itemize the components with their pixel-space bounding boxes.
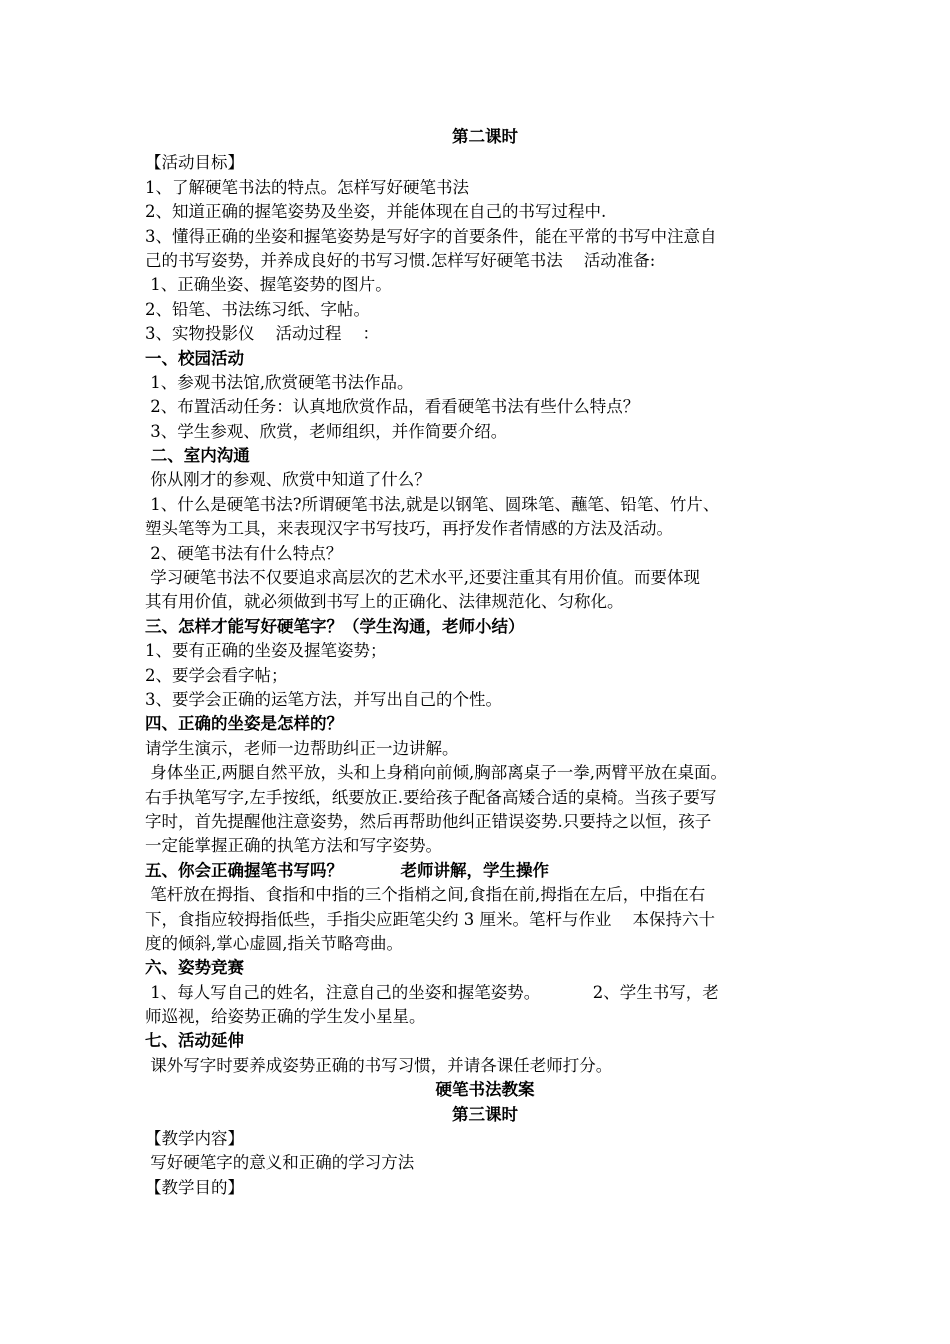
prep-1: 1、正确坐姿、握笔姿势的图片。 (145, 275, 392, 295)
item-4-2-line-2: 右手执笔写字,左手按纸，纸要放正.要给孩子配备高矮合适的桌椅。当孩子要写 (145, 787, 717, 807)
item-4-2-line-4: 一定能掌握正确的执笔方法和写字姿势。 (145, 836, 442, 856)
lesson-title-3: 第三课时 (452, 1104, 518, 1124)
item-3-1: 1、要有正确的坐姿及握笔姿势； (145, 641, 387, 661)
heading-7: 七、活动延伸 (145, 1031, 244, 1051)
goal-3-line-1: 3、懂得正确的坐姿和握笔姿势是写好字的首要条件，能在平常的书写中注意自 (145, 226, 717, 246)
item-6-1-line-2: 师巡视，给姿势正确的学生发小星星。 (145, 1007, 426, 1027)
heading-1: 一、校园活动 (145, 348, 244, 368)
item-1-3: 3、学生参观、欣赏，老师组织，并作简要介绍。 (145, 421, 508, 441)
item-3-3: 3、要学会正确的运笔方法，并写出自己的个性。 (145, 689, 502, 709)
item-2-0: 你从刚才的参观、欣赏中知道了什么？ (145, 470, 431, 490)
item-5-1-line-2: 下，食指应较拇指低些，手指尖应距笔尖约 3 厘米。笔杆与作业 本保持六十 (145, 909, 715, 929)
prep-3: 3、实物投影仪 活动过程 ： (145, 324, 379, 344)
item-1-1: 1、参观书法馆,欣赏硬笔书法作品。 (145, 372, 414, 392)
item-2-3-line-2: 其有用价值，就必须做到书写上的正确化、法律规范化、匀称化。 (145, 592, 624, 612)
item-5-1-line-3: 度的倾斜,掌心虚圆,指关节略弯曲。 (145, 933, 403, 953)
prep-2: 2、铅笔、书法练习纸、字帖。 (145, 299, 370, 319)
section-label-content: 【教学内容】 (145, 1129, 244, 1149)
item-5-1-line-1: 笔杆放在拇指、食指和中指的三个指梢之间,食指在前,拇指在左后，中指在右 (145, 885, 706, 905)
heading-3: 三、怎样才能写好硬笔字？（学生沟通，老师小结） (145, 616, 525, 636)
item-4-1: 请学生演示，老师一边帮助纠正一边讲解。 (145, 738, 459, 758)
document-page (145, 125, 825, 1200)
goal-1: 1、了解硬笔书法的特点。怎样写好硬笔书法 (145, 177, 469, 197)
item-7-1: 课外写字时要养成姿势正确的书写习惯，并请各课任老师打分。 (145, 1055, 613, 1075)
heading-6: 六、姿势竞赛 (145, 958, 244, 978)
item-2-1-line-1: 1、什么是硬笔书法?所谓硬笔书法,就是以钢笔、圆珠笔、蘸笔、铅笔、竹片、 (145, 494, 720, 514)
heading-2: 二、室内沟通 (145, 446, 250, 466)
item-2-2: 2、硬笔书法有什么特点？ (145, 543, 343, 563)
content-1: 写好硬笔字的意义和正确的学习方法 (145, 1153, 415, 1173)
goal-2: 2、知道正确的握笔姿势及坐姿，并能体现在自己的书写过程中. (145, 202, 607, 222)
item-6-1-line-1: 1、每人写自己的姓名，注意自己的坐姿和握笔姿势。 2、学生书写，老 (145, 982, 719, 1002)
item-1-2: 2、布置活动任务：认真地欣赏作品，看看硬笔书法有些什么特点？ (145, 397, 640, 417)
goal-3-line-2: 己的书写姿势，并养成良好的书写习惯.怎样写好硬笔书法 活动准备: (145, 250, 656, 270)
item-2-3-line-1: 学习硬笔书法不仅要追求高层次的艺术水平,还要注重其有用价值。而要体现 (145, 568, 700, 588)
lesson-title: 第二课时 (452, 127, 518, 146)
heading-5: 五、你会正确握笔书写吗？ 老师讲解，学生操作 (145, 860, 549, 880)
heading-4: 四、正确的坐姿是怎样的？ (145, 714, 343, 734)
document-title: 硬笔书法教案 (435, 1080, 535, 1100)
item-2-1-line-2: 塑头笔等为工具，来表现汉字书写技巧，再抒发作者情感的方法及活动。 (145, 519, 673, 539)
item-4-2-line-3: 字时，首先提醒他注意姿势，然后再帮助他纠正错误姿势.只要持之以恒，孩子 (145, 811, 712, 831)
section-label-goals: 【活动目标】 (145, 153, 244, 173)
item-4-2-line-1: 身体坐正,两腿自然平放，头和上身稍向前倾,胸部离桌子一拳,两臂平放在桌面。 (145, 763, 727, 783)
section-label-purpose: 【教学目的】 (145, 1177, 244, 1197)
item-3-2: 2、要学会看字帖； (145, 665, 288, 685)
